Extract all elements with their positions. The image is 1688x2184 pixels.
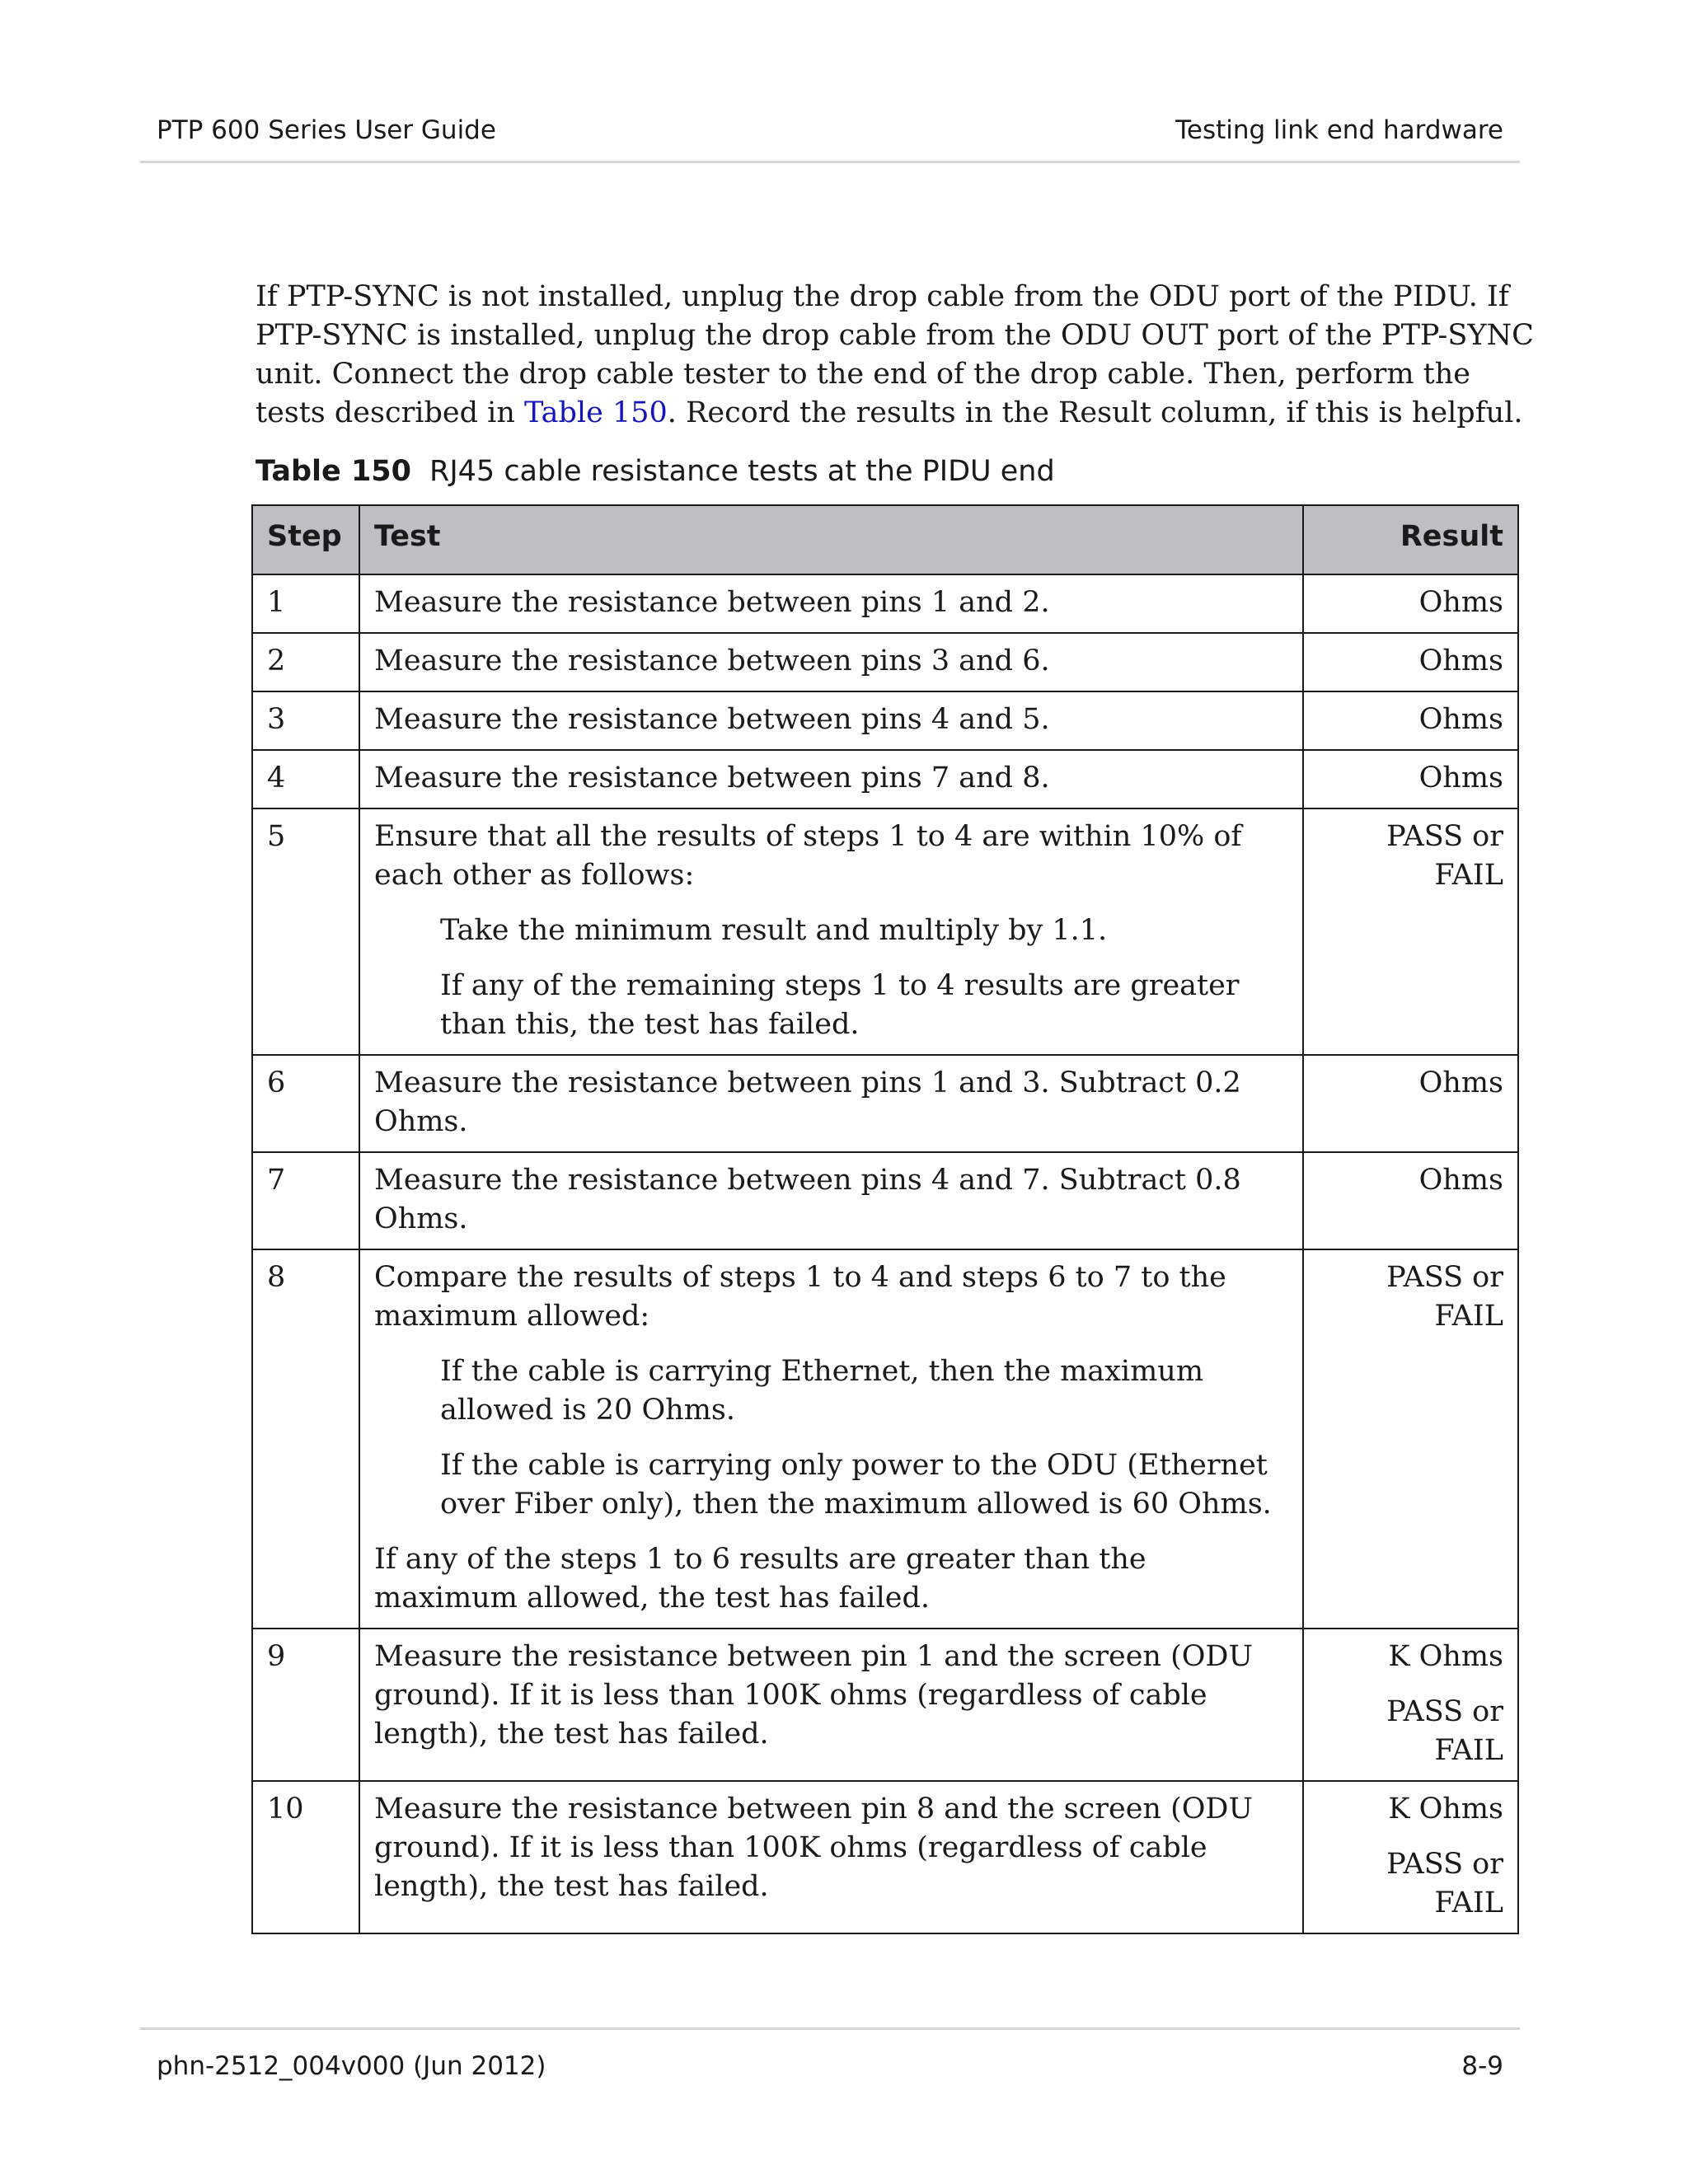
result-cell	[1303, 750, 1518, 808]
step-cell: 7	[252, 1152, 359, 1249]
test-sub-instruction: If the cable is carrying only power to the ODU (Ethernet over Fiber only), then the maximum allowed is 60 Ohms.	[440, 1449, 1272, 1521]
result-value: Ohms	[1418, 1164, 1503, 1197]
result-value: Ohms	[1418, 762, 1503, 794]
header-result: Result	[1303, 505, 1518, 574]
table-row	[252, 1249, 1518, 1629]
table-row	[252, 633, 1518, 691]
step-cell: 1	[252, 574, 359, 633]
result-value: K Ohms	[1388, 1793, 1503, 1825]
test-instruction: Measure the resistance between pins 7 and 8.	[374, 762, 1050, 794]
test-cell	[359, 691, 1303, 750]
intro-text: If PTP-SYNC is not installed, unplug the drop cable from the ODU port of the PIDU. If PTP-SYNC is installed, unplug the drop cable from the ODU OUT port of the PTP-SYNC unit. Connect the drop cable tester to the end of the drop cable. Then, perform the tests described in	[256, 280, 1534, 429]
table-caption	[256, 455, 1055, 488]
test-cell	[359, 750, 1303, 808]
test-sub-instruction: If any of the remaining steps 1 to 4 results are greater than this, the test has failed.	[440, 969, 1240, 1041]
document-title: PTP 600 Series User Guide	[157, 115, 496, 145]
test-instruction: Compare the results of steps 1 to 4 and steps 6 to 7 to the maximum allowed:	[374, 1261, 1226, 1333]
test-cell	[359, 808, 1303, 1055]
test-instruction: Measure the resistance between pins 1 and 2.	[374, 586, 1050, 619]
test-instruction: Measure the resistance between pin 8 and the screen (ODU ground). If it is less than 100K ohms (regardless of cable length), the test has failed.	[374, 1793, 1253, 1903]
table-row	[252, 1055, 1518, 1152]
result-value: Ohms	[1418, 586, 1503, 619]
result-value: Ohms	[1418, 1066, 1503, 1099]
resistance-tests-table	[251, 504, 1519, 1934]
result-cell	[1303, 808, 1518, 1055]
step-cell: 10	[252, 1781, 359, 1933]
test-cell	[359, 1055, 1303, 1152]
test-cell	[359, 1781, 1303, 1933]
test-instruction: Measure the resistance between pins 3 and 6.	[374, 644, 1050, 677]
test-instruction: Measure the resistance between pins 4 and 5.	[374, 703, 1050, 736]
test-instruction: Ensure that all the results of steps 1 to 4 are within 10% of each other as follows:	[374, 820, 1242, 892]
test-cell	[359, 1152, 1303, 1249]
page-header	[140, 0, 1520, 163]
table-row	[252, 1629, 1518, 1781]
result-value: Ohms	[1418, 703, 1503, 736]
step-cell: 2	[252, 633, 359, 691]
result-cell	[1303, 1629, 1518, 1781]
page-number: 8-9	[1461, 2051, 1503, 2081]
table-number: Table 150	[256, 455, 412, 488]
result-cell	[1303, 633, 1518, 691]
test-instruction: Measure the resistance between pins 4 and 7. Subtract 0.8 Ohms.	[374, 1164, 1241, 1235]
test-cell	[359, 1249, 1303, 1629]
result-value: PASS or FAIL	[1386, 820, 1503, 892]
result-value: K Ohms	[1388, 1640, 1503, 1673]
result-value: PASS or FAIL	[1386, 1261, 1503, 1333]
test-cell	[359, 1629, 1303, 1781]
header-step: Step	[252, 505, 359, 574]
result-cell	[1303, 1152, 1518, 1249]
page-footer	[140, 2027, 1520, 2081]
table-row	[252, 574, 1518, 633]
test-cell	[359, 574, 1303, 633]
table-row	[252, 691, 1518, 750]
result-cell	[1303, 1249, 1518, 1629]
document-id: phn-2512_004v000 (Jun 2012)	[157, 2051, 546, 2081]
result-cell	[1303, 1781, 1518, 1933]
table-row	[252, 750, 1518, 808]
step-cell: 6	[252, 1055, 359, 1152]
table-body	[252, 574, 1518, 1933]
chapter-title: Testing link end hardware	[1175, 115, 1503, 145]
table-row	[252, 1781, 1518, 1933]
table-reference-link[interactable]: Table 150	[524, 396, 668, 429]
intro-text-end: . Record the results in the Result column, if this is helpful.	[667, 396, 1523, 429]
result-cell	[1303, 574, 1518, 633]
step-cell: 5	[252, 808, 359, 1055]
result-cell	[1303, 691, 1518, 750]
result-value: PASS or FAIL	[1386, 1695, 1503, 1767]
table-row	[252, 808, 1518, 1055]
test-instruction: Measure the resistance between pins 1 and 3. Subtract 0.2 Ohms.	[374, 1066, 1241, 1138]
test-cell	[359, 633, 1303, 691]
step-cell: 8	[252, 1249, 359, 1629]
test-sub-instruction: If the cable is carrying Ethernet, then the maximum allowed is 20 Ohms.	[440, 1355, 1204, 1427]
table-row	[252, 1152, 1518, 1249]
header-test: Test	[359, 505, 1303, 574]
test-instruction: Measure the resistance between pin 1 and the screen (ODU ground). If it is less than 100K ohms (regardless of cable length), the test has failed.	[374, 1640, 1253, 1750]
step-cell: 4	[252, 750, 359, 808]
step-cell: 9	[252, 1629, 359, 1781]
table-header-row	[252, 505, 1518, 574]
result-value: PASS or FAIL	[1386, 1848, 1503, 1919]
step-cell: 3	[252, 691, 359, 750]
result-value: Ohms	[1418, 644, 1503, 677]
result-cell	[1303, 1055, 1518, 1152]
test-conclusion: If any of the steps 1 to 6 results are greater than the maximum allowed, the test has failed.	[374, 1543, 1146, 1615]
test-sub-instruction: Take the minimum result and multiply by 1.1.	[440, 914, 1108, 947]
table-title: RJ45 cable resistance tests at the PIDU end	[429, 455, 1055, 488]
intro-paragraph	[256, 278, 1541, 433]
